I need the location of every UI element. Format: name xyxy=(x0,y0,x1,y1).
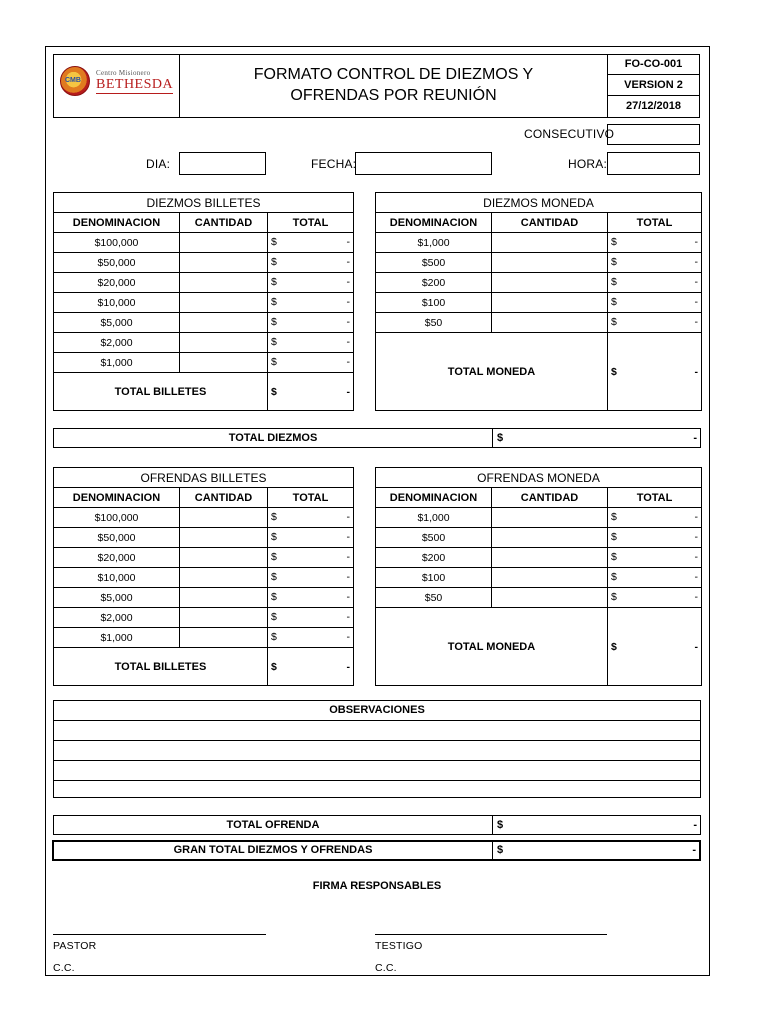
table-row xyxy=(54,273,354,293)
pastor-label: PASTOR xyxy=(53,940,97,952)
table-row xyxy=(54,233,354,253)
col-cantidad: CANTIDAD xyxy=(180,488,268,508)
denomination-cell: $50 xyxy=(376,313,492,333)
total-diezmos-row xyxy=(53,428,701,448)
col-total: TOTAL xyxy=(608,213,702,233)
quantity-cell[interactable] xyxy=(492,528,608,548)
gran-total-row xyxy=(52,840,701,861)
denomination-cell: $10,000 xyxy=(54,568,180,588)
doc-version: VERSION 2 xyxy=(607,74,700,96)
table-row xyxy=(376,588,702,608)
total-moneda-label: TOTAL MONEDA xyxy=(376,333,608,411)
row-total-cell: $ - xyxy=(268,608,354,628)
diezmos-billetes-table xyxy=(53,192,354,411)
quantity-cell[interactable] xyxy=(180,608,268,628)
row-total-cell: $ - xyxy=(268,293,354,313)
denomination-cell: $2,000 xyxy=(54,333,180,353)
observaciones-title: OBSERVACIONES xyxy=(54,701,700,721)
row-total-cell: $ - xyxy=(268,628,354,648)
row-total-cell: $ - xyxy=(268,333,354,353)
table-row xyxy=(376,253,702,273)
col-total: TOTAL xyxy=(608,488,702,508)
table-row xyxy=(54,253,354,273)
col-total: TOTAL xyxy=(268,213,354,233)
table-row xyxy=(54,568,354,588)
gran-total-symbol: $ xyxy=(497,844,504,856)
ofrendas-moneda-table xyxy=(375,467,702,686)
total-moneda-value: $ - xyxy=(608,333,702,411)
observaciones-line[interactable] xyxy=(54,741,700,761)
row-total-cell: $ - xyxy=(268,508,354,528)
row-total-cell: $ - xyxy=(608,233,702,253)
table-row xyxy=(376,293,702,313)
quantity-cell[interactable] xyxy=(180,353,268,373)
denomination-cell: $50 xyxy=(376,588,492,608)
col-cantidad: CANTIDAD xyxy=(492,488,608,508)
table-row xyxy=(54,548,354,568)
diezmos-moneda-title: DIEZMOS MONEDA xyxy=(376,193,702,213)
table-row xyxy=(376,568,702,588)
table-row xyxy=(376,508,702,528)
table-row xyxy=(54,528,354,548)
table-row xyxy=(376,528,702,548)
total-billetes-value: $ - xyxy=(268,648,354,686)
observaciones-line[interactable] xyxy=(54,761,700,781)
row-total-cell: $ - xyxy=(608,253,702,273)
quantity-cell[interactable] xyxy=(492,273,608,293)
quantity-cell[interactable] xyxy=(180,293,268,313)
quantity-cell[interactable] xyxy=(180,313,268,333)
quantity-cell[interactable] xyxy=(180,273,268,293)
row-total-cell: $ - xyxy=(608,313,702,333)
ofrendas-billetes-title: OFRENDAS BILLETES xyxy=(54,468,354,488)
dia-field[interactable] xyxy=(179,152,266,175)
consecutivo-label: CONSECUTIVO xyxy=(524,127,615,141)
table-row xyxy=(376,548,702,568)
row-total-cell: $ - xyxy=(268,253,354,273)
col-cantidad: CANTIDAD xyxy=(492,213,608,233)
quantity-cell[interactable] xyxy=(180,333,268,353)
testigo-cc-label: C.C. xyxy=(375,962,397,974)
hora-label: HORA: xyxy=(568,157,608,171)
denomination-cell: $100,000 xyxy=(54,233,180,253)
table-row xyxy=(54,588,354,608)
table-row xyxy=(54,333,354,353)
row-total-cell: $ - xyxy=(608,293,702,313)
col-total: TOTAL xyxy=(268,488,354,508)
row-total-cell: $ - xyxy=(608,508,702,528)
total-ofrenda-label: TOTAL OFRENDA xyxy=(226,819,320,831)
quantity-cell[interactable] xyxy=(180,508,268,528)
row-total-cell: $ - xyxy=(608,568,702,588)
diezmos-billetes-title: DIEZMOS BILLETES xyxy=(54,193,354,213)
testigo-signature-line[interactable] xyxy=(375,934,607,935)
row-total-cell: $ - xyxy=(268,528,354,548)
hora-field[interactable] xyxy=(607,152,700,175)
table-row xyxy=(54,293,354,313)
total-ofrenda-symbol: $ xyxy=(497,819,504,831)
doc-code: FO-CO-001 xyxy=(607,54,700,75)
col-cantidad: CANTIDAD xyxy=(180,213,268,233)
col-denominacion: DENOMINACION xyxy=(54,488,180,508)
dia-label: DIA: xyxy=(146,157,171,171)
quantity-cell[interactable] xyxy=(492,568,608,588)
table-row xyxy=(54,508,354,528)
quantity-cell[interactable] xyxy=(492,548,608,568)
row-total-cell: $ - xyxy=(268,548,354,568)
pastor-signature-line[interactable] xyxy=(53,934,266,935)
quantity-cell[interactable] xyxy=(180,588,268,608)
table-row xyxy=(54,313,354,333)
table-row xyxy=(376,313,702,333)
denomination-cell: $200 xyxy=(376,548,492,568)
row-total-cell: $ - xyxy=(268,273,354,293)
header-logo-cell xyxy=(53,54,180,118)
row-total-cell: $ - xyxy=(268,233,354,253)
denomination-cell: $100 xyxy=(376,293,492,313)
row-total-cell: $ - xyxy=(608,273,702,293)
denomination-cell: $2,000 xyxy=(54,608,180,628)
denomination-cell: $500 xyxy=(376,528,492,548)
quantity-cell[interactable] xyxy=(492,253,608,273)
logo-subtitle: Centro Misionero xyxy=(96,68,151,77)
row-total-cell: $ - xyxy=(268,313,354,333)
header-title-cell xyxy=(179,54,608,118)
total-moneda-label: TOTAL MONEDA xyxy=(376,608,608,686)
gran-total-label: GRAN TOTAL DIEZMOS Y OFRENDAS xyxy=(173,844,373,856)
gran-total-value: - xyxy=(692,844,696,856)
row-total-cell: $ - xyxy=(268,568,354,588)
fecha-field[interactable] xyxy=(355,152,492,175)
total-diezmos-label: TOTAL DIEZMOS xyxy=(228,432,318,444)
denomination-cell: $500 xyxy=(376,253,492,273)
row-total-cell: $ - xyxy=(608,588,702,608)
denomination-cell: $10,000 xyxy=(54,293,180,313)
row-total-cell: $ - xyxy=(608,548,702,568)
observaciones-box xyxy=(53,700,701,798)
denomination-cell: $1,000 xyxy=(376,233,492,253)
denomination-cell: $50,000 xyxy=(54,253,180,273)
row-total-cell: $ - xyxy=(268,588,354,608)
firma-title: FIRMA RESPONSABLES xyxy=(312,880,442,892)
denomination-cell: $100,000 xyxy=(54,508,180,528)
denomination-cell: $50,000 xyxy=(54,528,180,548)
fecha-label: FECHA: xyxy=(311,157,357,171)
testigo-label: TESTIGO xyxy=(375,940,423,952)
total-diezmos-value: - xyxy=(693,432,697,444)
table-row xyxy=(376,233,702,253)
total-billetes-label: TOTAL BILLETES xyxy=(54,648,268,686)
quantity-cell[interactable] xyxy=(492,233,608,253)
table-row xyxy=(54,353,354,373)
denomination-cell: $20,000 xyxy=(54,548,180,568)
logo-icon: CMB xyxy=(60,66,90,96)
logo-name: BETHESDA xyxy=(96,76,174,92)
total-moneda-value: $ - xyxy=(608,608,702,686)
quantity-cell[interactable] xyxy=(492,293,608,313)
quantity-cell[interactable] xyxy=(180,628,268,648)
denomination-cell: $1,000 xyxy=(54,628,180,648)
col-denominacion: DENOMINACION xyxy=(54,213,180,233)
denomination-cell: $1,000 xyxy=(54,353,180,373)
table-row xyxy=(54,608,354,628)
denomination-cell: $20,000 xyxy=(54,273,180,293)
total-ofrenda-value: - xyxy=(693,819,697,831)
diezmos-moneda-table xyxy=(375,192,702,411)
quantity-cell[interactable] xyxy=(492,508,608,528)
table-row xyxy=(54,628,354,648)
quantity-cell[interactable] xyxy=(492,588,608,608)
pastor-cc-label: C.C. xyxy=(53,962,75,974)
page-title: FORMATO CONTROL DE DIEZMOS Y OFRENDAS POR REUNIÓN xyxy=(253,66,534,104)
quantity-cell[interactable] xyxy=(180,233,268,253)
total-ofrenda-row xyxy=(53,815,701,835)
table-row xyxy=(376,273,702,293)
consecutivo-field[interactable] xyxy=(607,124,700,145)
quantity-cell[interactable] xyxy=(492,313,608,333)
quantity-cell[interactable] xyxy=(180,253,268,273)
ofrendas-billetes-table xyxy=(53,467,354,686)
col-denominacion: DENOMINACION xyxy=(376,488,492,508)
denomination-cell: $1,000 xyxy=(376,508,492,528)
quantity-cell[interactable] xyxy=(180,568,268,588)
total-billetes-label: TOTAL BILLETES xyxy=(54,373,268,411)
row-total-cell: $ - xyxy=(268,353,354,373)
denomination-cell: $5,000 xyxy=(54,313,180,333)
row-total-cell: $ - xyxy=(608,528,702,548)
total-billetes-value: $ - xyxy=(268,373,354,411)
observaciones-line[interactable] xyxy=(54,721,700,741)
quantity-cell[interactable] xyxy=(180,528,268,548)
quantity-cell[interactable] xyxy=(180,548,268,568)
ofrendas-moneda-title: OFRENDAS MONEDA xyxy=(376,468,702,488)
denomination-cell: $100 xyxy=(376,568,492,588)
denomination-cell: $200 xyxy=(376,273,492,293)
doc-date: 27/12/2018 xyxy=(607,95,700,118)
col-denominacion: DENOMINACION xyxy=(376,213,492,233)
total-diezmos-symbol: $ xyxy=(497,432,504,444)
denomination-cell: $5,000 xyxy=(54,588,180,608)
